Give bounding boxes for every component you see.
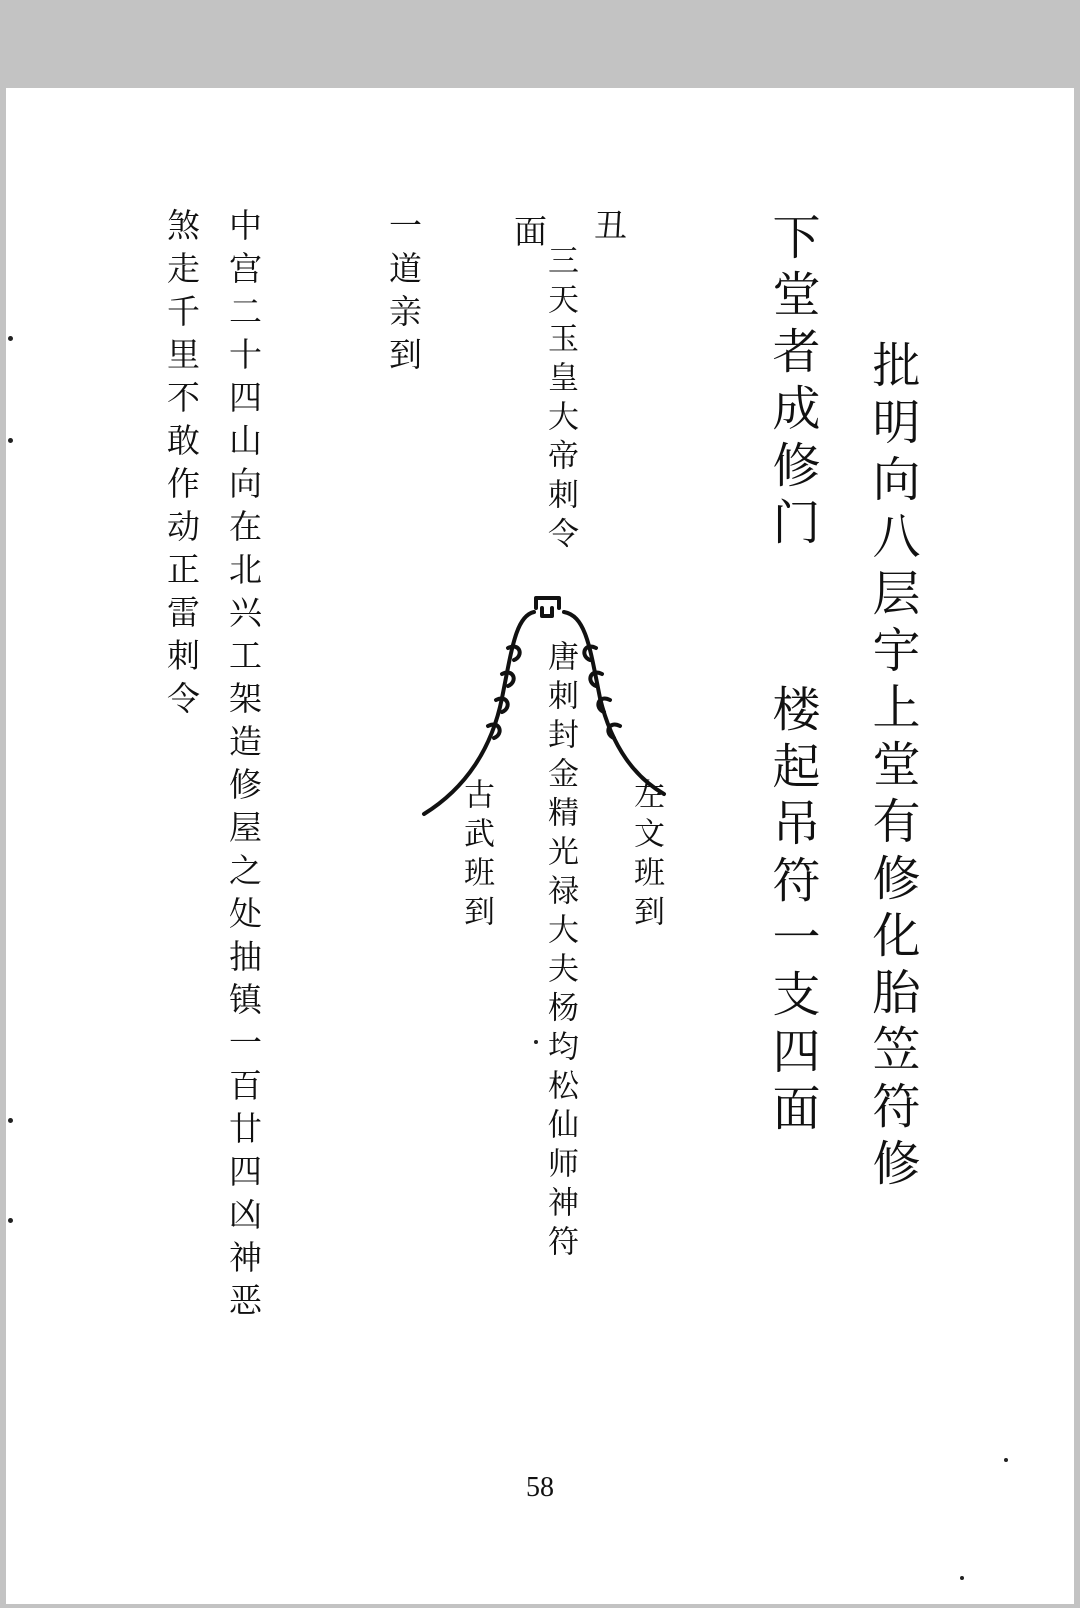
scan-speck [960,1576,964,1580]
talisman-chou-char: 丑 [589,208,628,251]
talisman-left-attendant: 古武班到 [458,778,494,934]
text-column-1: 中宫二十四山向在北兴工架造修屋之处抽镇一百廿四凶神恶 [224,208,263,1326]
page-number: 58 [526,1472,554,1503]
scan-speck [8,1118,13,1123]
scan-speck [8,438,13,443]
talisman-right-attendant: 左文班到 [628,778,664,934]
text-column-2: 煞走千里不敢作动正雷刺令 [162,208,201,724]
title-line-2b: 楼起吊符一支四面 [764,684,820,1140]
dao-line: 一道亲到 [384,208,423,380]
scan-speck [8,336,13,341]
scan-speck [8,1218,13,1223]
title-line-2a: 下堂者成修门 [764,212,820,554]
document-page [6,88,1074,1604]
title-line-1: 批明向八层宇上堂有修化胎笠符修 [864,340,920,1195]
talisman-mian-char: 面 [509,214,548,257]
scan-speck [1004,1458,1008,1462]
talisman-center-body: 唐刺封金精光禄大夫杨均松仙师神符 [542,640,578,1264]
scan-speck [534,1040,538,1044]
talisman-decree-top: 三天玉皇大帝刺令 [542,244,578,556]
